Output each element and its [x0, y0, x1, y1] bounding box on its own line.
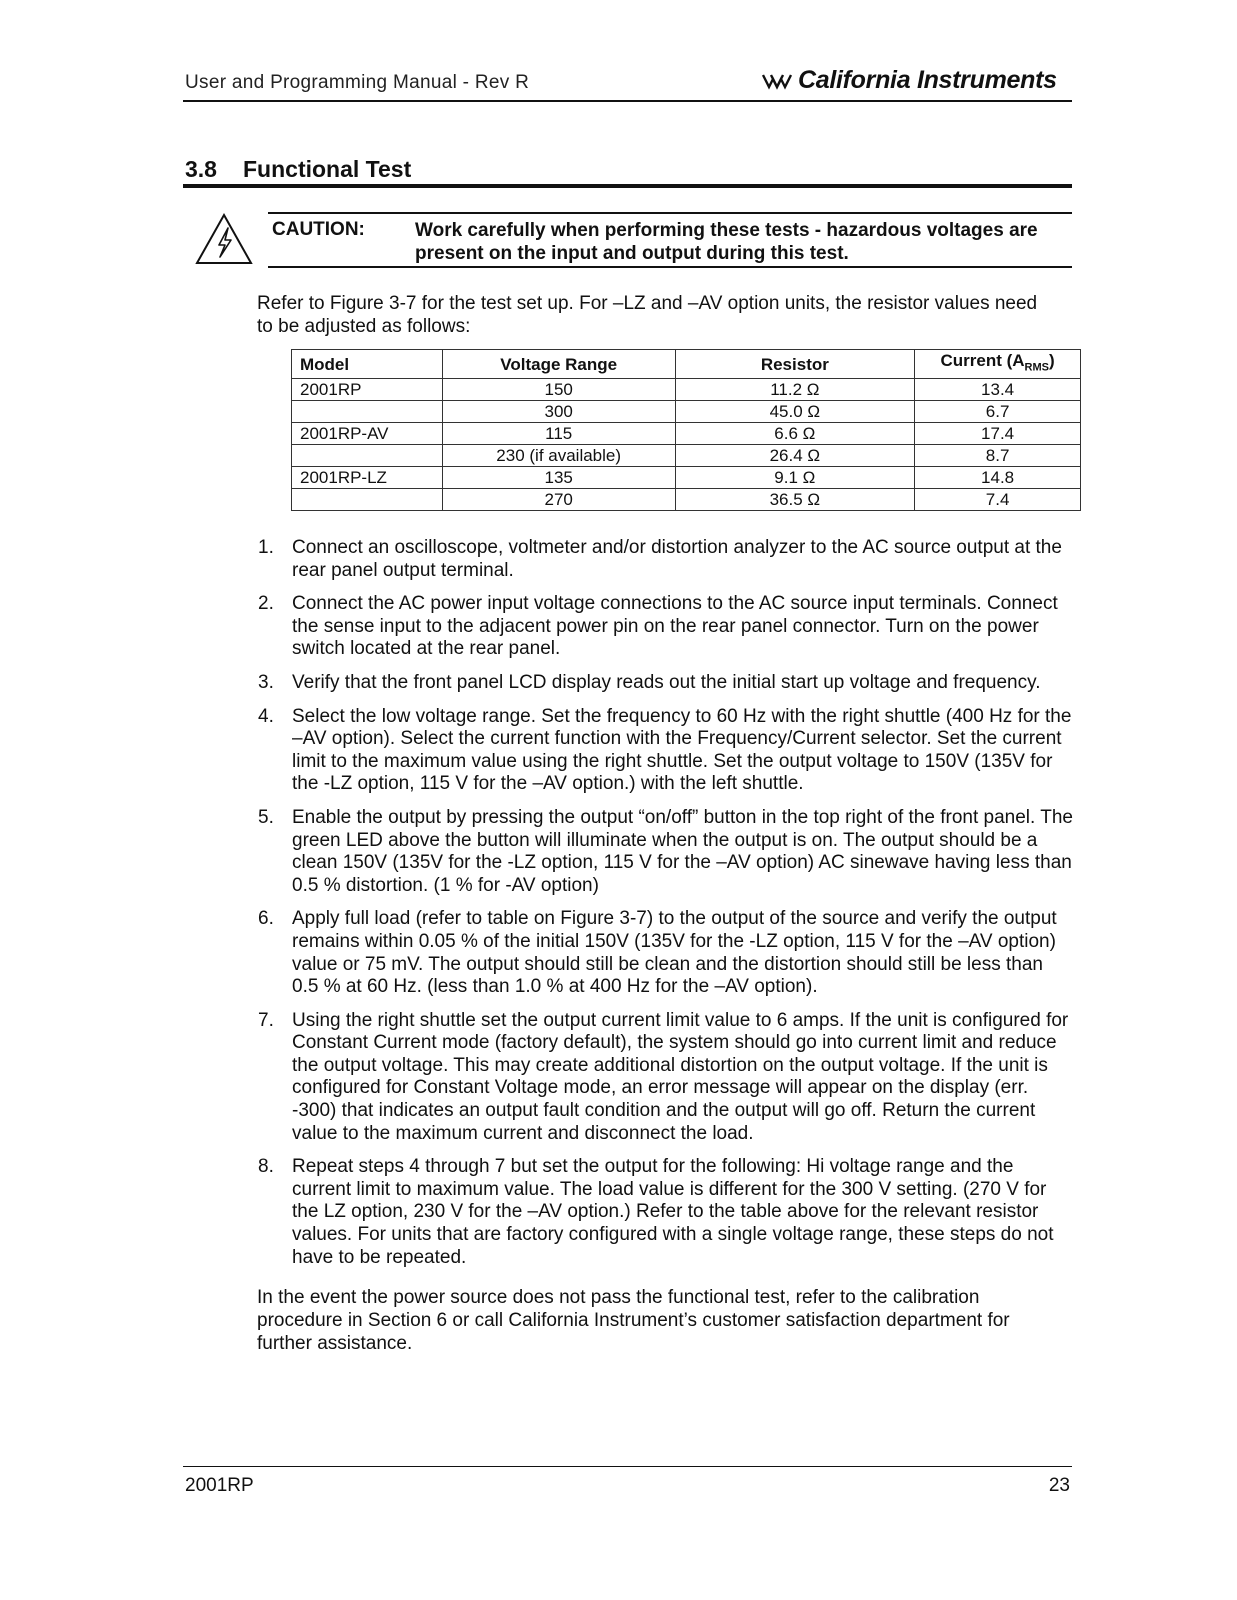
table-header-row — [292, 350, 1081, 379]
footer-model: 2001RP — [185, 1475, 254, 1496]
section-heading — [185, 156, 411, 183]
resistor-table — [291, 349, 1081, 511]
high-voltage-warning-icon — [194, 212, 254, 266]
brand-logo — [762, 66, 1057, 95]
list-item: 2. Connect the AC power input voltage connections to the AC source input terminals. Connect the sense input to the adjacent power pin on the rear panel connector. Turn on the power switch located at the rear panel. — [258, 593, 1058, 660]
header-current: Current $(A_{RMS})$ — [915, 350, 1081, 379]
caution-text: Work carefully when performing these tests - hazardous voltages are present on the input and output during this test. — [415, 220, 1038, 264]
header-resistor: Resistor — [675, 350, 915, 379]
list-item: 3. Verify that the front panel LCD display reads out the initial start up voltage and frequency. — [258, 671, 1041, 693]
header-model: Model — [292, 350, 443, 379]
list-item: 4. Select the low voltage range. Set the frequency to 60 Hz with the right shuttle (400 Hz for the –AV option). Select the current function with the Frequency/Current selector. Set the current limit to the maximum value using the right shuttle. Set the output voltage to 150V (135V for the -LZ option, 115 V for the –AV option.) with the left shuttle. — [258, 705, 1072, 795]
table-row: 300 45.0 Ω 6.7 — [292, 401, 1081, 423]
list-item: 8. Repeat steps 4 through 7 but set the output for the following: Hi voltage range and the current limit to maximum value. The load value is different for the 300 V setting. (270 V for the LZ option, 230 V for the –AV option.) Refer to the table above for the relevant resistor values. For units that are factory configured with a single voltage range, these steps do not have to be repeated. — [258, 1156, 1054, 1268]
manual-title: User and Programming Manual - Rev R — [185, 72, 530, 93]
list-item: 1. Connect an oscilloscope, voltmeter and/or distortion analyzer to the AC source output at the rear panel output terminal. — [258, 537, 1062, 581]
rms-subscript: RMS — [1024, 361, 1049, 374]
closing-paragraph: In the event the power source does not pass the functional test, refer to the calibration procedure in Section 6 or call California Instrument’s customer satisfaction department for further assistance. — [257, 1287, 1010, 1354]
intro-paragraph: Refer to Figure 3-7 for the test set up. For –LZ and –AV option units, the resistor values need to be adjusted as follows: — [257, 293, 1038, 337]
section-rule — [183, 184, 1072, 188]
section-title: Functional Test — [243, 156, 412, 182]
table-row: 270 36.5 Ω 7.4 — [292, 489, 1081, 511]
section-number: 3.8 — [185, 156, 217, 182]
caution-top-rule — [268, 212, 1072, 214]
footer-rule — [183, 1466, 1072, 1467]
brand-logo-mark-icon — [762, 71, 792, 91]
table-row: 2001RP-LZ 135 9.1 Ω 14.8 — [292, 467, 1081, 489]
list-item: 6. Apply full load (refer to table on Figure 3-7) to the output of the source and verify the output remains within 0.05 % of the initial 150V (135V for the -LZ option, 115 V for the –AV option) value or 75 mV. The output should still be clean and the distortion should still be less than 0.5 % at 60 Hz. (less than 1.0 % at 400 Hz for the –AV option). — [258, 908, 1057, 998]
table-row: 2001RP-AV 115 6.6 Ω 17.4 — [292, 423, 1081, 445]
page-number: 23 — [1048, 1475, 1070, 1496]
header-voltage-range: Voltage Range — [442, 350, 675, 379]
table-row: 230 (if available) 26.4 Ω 8.7 — [292, 445, 1081, 467]
header-rule — [183, 100, 1072, 102]
list-item: 7. Using the right shuttle set the output current limit value to 6 amps. If the unit is configured for Constant Current mode (factory default), the system should go into current limit and reduce the output voltage. This may create additional distortion on the output voltage. If the unit is configured for Constant Voltage mode, an error message will appear on the display (err. -300) that indicates an output fault condition and the output will go off. Return the current value to the maximum current and disconnect the load. — [258, 1009, 1069, 1144]
test-steps-list — [258, 537, 1073, 1280]
caution-bottom-rule — [268, 266, 1072, 268]
table-row: 2001RP 150 11.2 Ω 13.4 — [292, 379, 1081, 401]
list-item: 5. Enable the output by pressing the output “on/off” button in the top right of the front panel. The green LED above the button will illuminate when the output is on. The output should be a clean 150V (135V for the -LZ option, 115 V for the –AV option) AC sinewave having less than 0.5 % distortion. (1 % for -AV option) — [258, 806, 1073, 896]
caution-label: CAUTION: — [272, 219, 365, 240]
brand-name: California Instruments — [798, 66, 1057, 94]
